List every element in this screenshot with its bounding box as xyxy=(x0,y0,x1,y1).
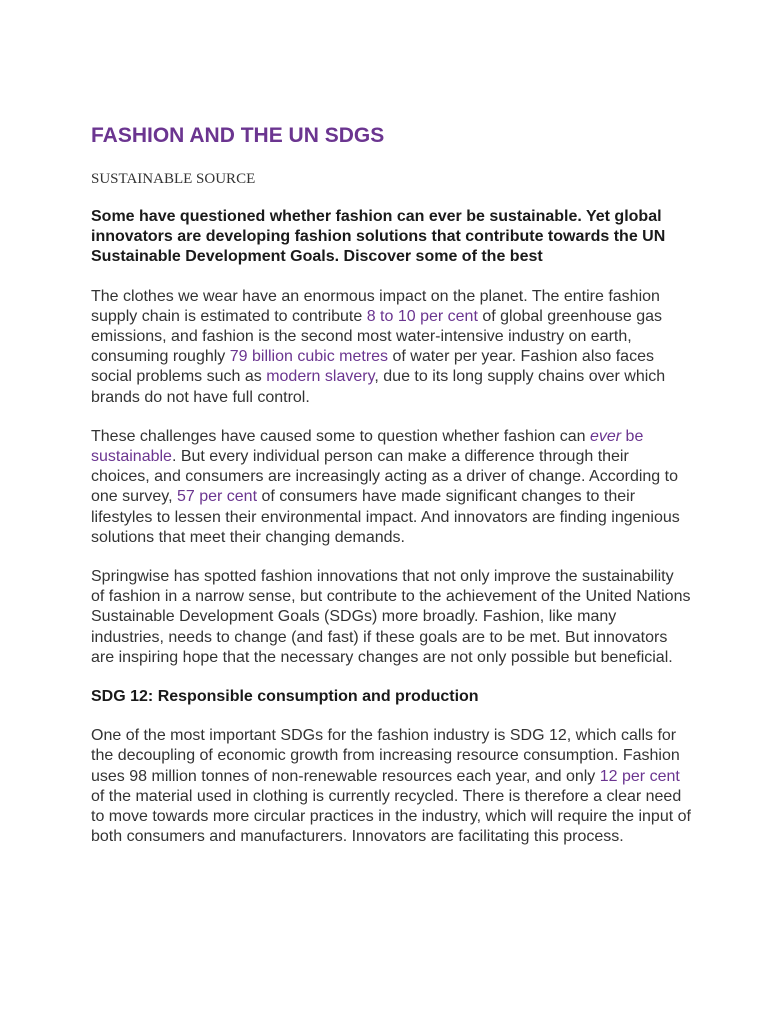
link-emissions-stat[interactable]: 8 to 10 per cent xyxy=(366,307,478,325)
paragraph-text: The clothes we wear have an enormous impact on the planet. The entire fashion supply chain is estimated to contribute xyxy=(91,287,660,325)
paragraph-text: , due to its long supply chains over which brands do not have full control. xyxy=(91,368,666,406)
paragraph-text: of the material used in clothing is currently recycled. There is therefore a clear need to move towards more circular practices in the industry, which will require the input of both consumers and manufacturers. Innovators are facilitating this process. xyxy=(91,787,691,846)
paragraph-challenges xyxy=(91,427,691,548)
paragraph-impact xyxy=(91,287,691,408)
paragraph-text: . But every individual person can make a difference through their choices, and consumers are increasingly acting as a driver of change. According to one survey, xyxy=(91,448,678,506)
link-ever-sustainable-italic[interactable]: ever xyxy=(589,427,622,445)
paragraph-sdg12 xyxy=(91,726,691,847)
link-water-stat[interactable]: 79 billion cubic metres xyxy=(229,348,389,366)
link-survey-stat[interactable]: 57 per cent xyxy=(176,488,258,506)
lede-paragraph: Some have questioned whether fashion can ever be sustainable. Yet global innovators are developing fashion solutions that contribute towards the UN Sustainable Development Goals. Discover some of the best xyxy=(91,208,666,266)
paragraph-text: of consumers have made significant changes to their lifestyles to lessen their environmental impact. And innovators are finding ingenious solutions that meet their changing demands. xyxy=(91,488,680,546)
page-title: FASHION AND THE UN SDGS xyxy=(91,124,385,147)
paragraph-text: of water per year. Fashion also faces social problems such as xyxy=(91,348,654,386)
article xyxy=(91,122,691,847)
paragraph-text: These challenges have caused some to question whether fashion can xyxy=(91,427,590,445)
link-ever-sustainable[interactable]: be sustainable xyxy=(91,427,644,466)
paragraph-text: of global greenhouse gas emissions, and fashion is the second most water-intensive industry on earth, consuming roughly xyxy=(91,307,663,366)
link-modern-slavery[interactable]: modern slavery xyxy=(266,368,375,386)
section-kicker: SUSTAINABLE SOURCE xyxy=(91,171,256,187)
link-recycled-stat[interactable]: 12 per cent xyxy=(599,767,680,785)
section-heading-sdg12: SDG 12: Responsible consumption and production xyxy=(91,688,479,706)
paragraph-springwise: Springwise has spotted fashion innovations that not only improve the sustainability of fashion in a narrow sense, but contribute to the achievement of the United Nations Sustainable Development Goals (SDGs) more broadly. Fashion, like many industries, needs to change (and fast) if these goals are to be met. But innovators are inspiring hope that the necessary changes are not only possible but beneficial. xyxy=(91,568,691,666)
paragraph-text: One of the most important SDGs for the fashion industry is SDG 12, which calls for the decoupling of economic growth from increasing resource consumption. Fashion uses 98 million tonnes of non-renewable resources each year, and only xyxy=(91,727,680,785)
